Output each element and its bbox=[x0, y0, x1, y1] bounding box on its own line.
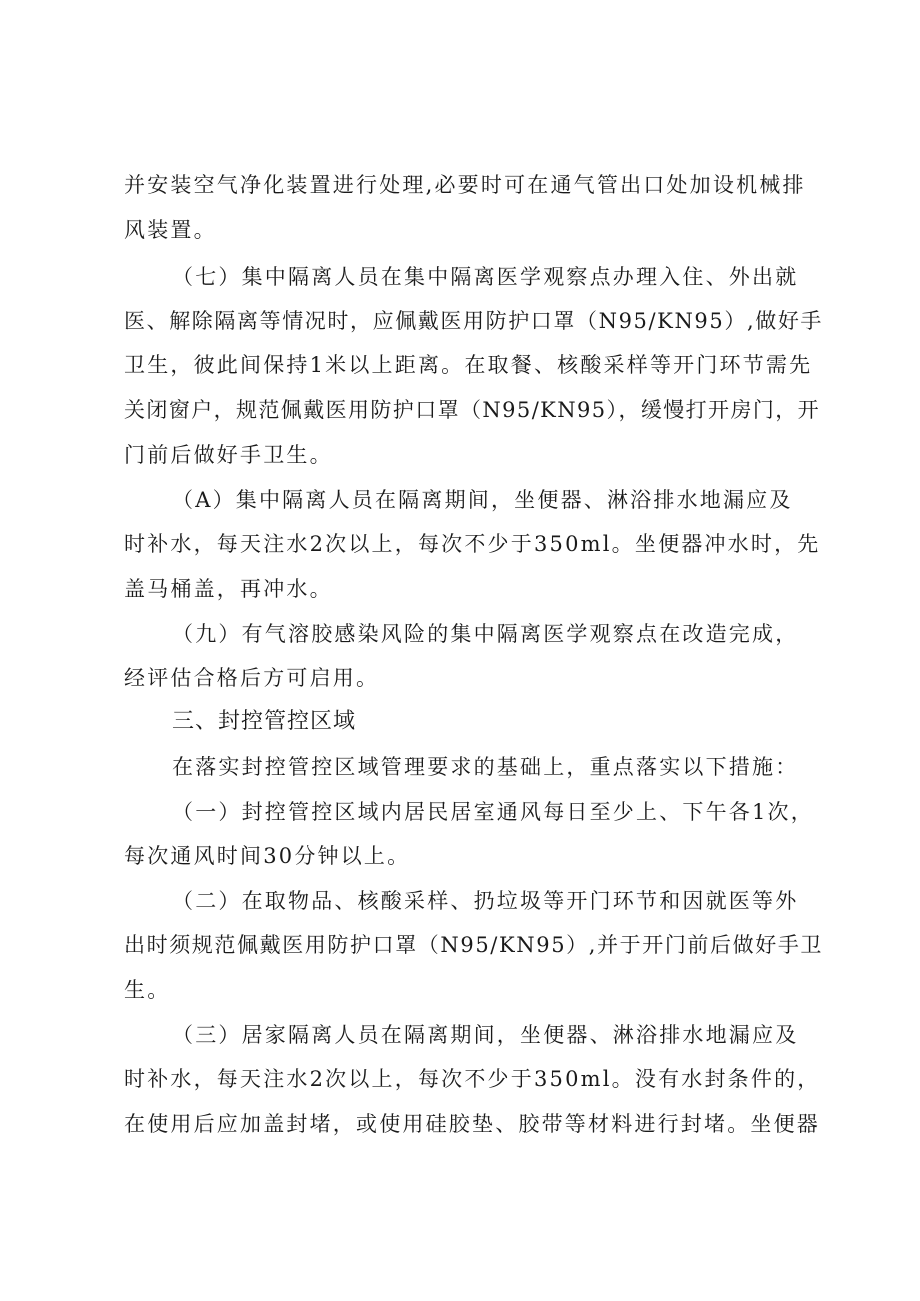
text-line: 卫生，彼此间保持1米以上距离。在取餐、核酸采样等开门环节需先 bbox=[124, 353, 813, 377]
text-line: 生。 bbox=[124, 978, 171, 1002]
text-line: 并安装空气净化装置进行处理,必要时可在通气管出口处加设机械排 bbox=[124, 173, 806, 197]
text-line: 盖马桶盖，再冲水。 bbox=[124, 577, 333, 601]
text-line: 医、解除隔离等情况时，应佩戴医用防护口罩（N95/KN95）,做好手 bbox=[124, 309, 824, 333]
text-line: 经评估合格后方可启用。 bbox=[124, 666, 380, 690]
text-line: 在落实封控管控区域管理要求的基础上，重点落实以下措施： bbox=[172, 755, 799, 779]
text-line: （九）有气溶胶感染风险的集中隔离医学观察点在改造完成， bbox=[172, 622, 799, 646]
text-line: 在使用后应加盖封堵，或使用硅胶垫、胶带等材料进行封堵。坐便器 bbox=[124, 1112, 820, 1136]
text-line: 风装置。 bbox=[124, 218, 217, 242]
text-line: 出时须规范佩戴医用防护口罩（N95/KN95）,并于开门前后做好手卫 bbox=[124, 933, 824, 957]
text-line: 门前后做好手卫生。 bbox=[124, 443, 333, 467]
text-line: 每次通风时间30分钟以上。 bbox=[124, 844, 411, 868]
text-line: （A）集中隔离人员在隔离期间，坐便器、淋浴排水地漏应及 bbox=[172, 488, 793, 512]
text-line: （七）集中隔离人员在集中隔离医学观察点办理入住、外出就 bbox=[172, 265, 799, 289]
text-line: （三）居家隔离人员在隔离期间，坐便器、淋浴排水地漏应及 bbox=[172, 1023, 799, 1047]
text-line: 关闭窗户，规范佩戴医用防护口罩（N95/KN95），缓慢打开房门，开 bbox=[124, 398, 821, 422]
text-line: （二）在取物品、核酸采样、扔垃圾等开门环节和因就医等外 bbox=[172, 889, 799, 913]
text-line: （一）封控管控区域内居民居室通风每日至少上、下午各1次， bbox=[172, 800, 814, 824]
section-heading: 三、封控管控区域 bbox=[172, 709, 357, 734]
text-line: 时补水，每天注水2次以上，每次不少于350ml。坐便器冲水时，先 bbox=[124, 532, 821, 556]
text-line: 时补水，每天注水2次以上，每次不少于350ml。没有水封条件的， bbox=[124, 1067, 821, 1091]
